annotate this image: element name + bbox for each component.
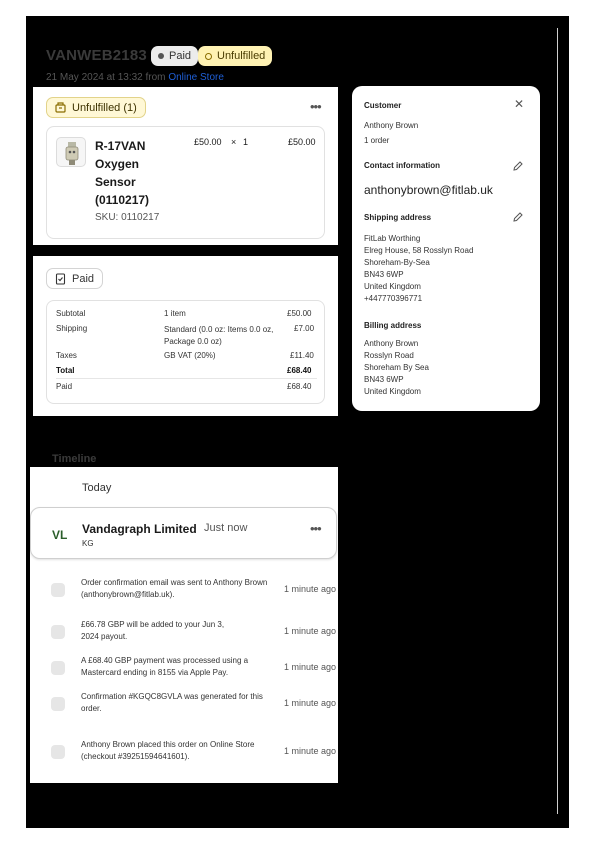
unfulfilled-tag-label: Unfulfilled (1): [72, 101, 137, 114]
timeline-date-group: Today: [82, 482, 112, 494]
subtotal-detail: 1 item: [164, 309, 186, 318]
product-sku: SKU: 0110217: [95, 212, 160, 223]
billing-heading: Billing address: [364, 321, 422, 330]
line-item: [46, 126, 325, 239]
shipping-phone: +447770396771: [364, 294, 423, 303]
taxes-detail: GB VAT (20%): [164, 351, 216, 360]
billing-line: Anthony Brown: [364, 339, 419, 348]
package-icon: [55, 102, 66, 113]
taxes-label: Taxes: [56, 351, 77, 360]
sales-channel-link[interactable]: Online Store: [168, 72, 224, 83]
paid-status-badge: [151, 46, 198, 66]
product-name-link[interactable]: R-17VAN Oxygen Sensor (0110217): [95, 139, 150, 207]
unfulfilled-tag: [46, 97, 146, 118]
customer-name-link[interactable]: Anthony Brown: [364, 121, 419, 130]
edit-contact-pencil-icon[interactable]: [512, 160, 524, 172]
total-label: Total: [56, 366, 75, 375]
customer-email-link[interactable]: anthonybrown@fitlab.uk: [364, 183, 493, 197]
paid-tag: [46, 268, 103, 289]
line-total: £50.00: [288, 137, 316, 147]
unfulfilled-ring-icon: [205, 53, 212, 60]
sensor-image: [57, 138, 87, 168]
unit-price: £50.00: [194, 137, 222, 147]
timeline-event-time: 1 minute ago: [284, 584, 337, 594]
timeline-event-time: 1 minute ago: [284, 746, 337, 756]
comment-time: Just now: [204, 522, 248, 534]
event-bullet-icon: [51, 583, 65, 597]
billing-line: United Kingdom: [364, 387, 421, 396]
shipping-detail: Standard (0.0 oz: Items 0.0 oz, Package 0.0 oz): [164, 325, 274, 346]
event-bullet-icon: [51, 745, 65, 759]
author-initials-avatar: VL: [52, 528, 68, 542]
comment-text: KG: [82, 539, 94, 548]
customer-orders-link[interactable]: 1 order: [364, 136, 390, 145]
timeline-event-time: 1 minute ago: [284, 662, 337, 672]
timeline-card: [30, 467, 338, 783]
timeline-event-text: Anthony Brown placed this order on Online Store (checkout #39251594641601).: [81, 740, 255, 761]
billing-line: BN43 6WP: [364, 375, 404, 384]
paid-amount: £68.40: [287, 382, 312, 391]
customer-heading: Customer: [364, 101, 402, 110]
subtotal-amount: £50.00: [287, 309, 312, 318]
unfulfilled-status-badge: [198, 46, 272, 66]
order-date: 21 May 2024 at 13:32 from: [46, 72, 166, 83]
order-number: VANWEB2183: [46, 47, 147, 64]
unfulfilled-status-label: Unfulfilled: [217, 50, 266, 62]
shipping-line: Shoreham-By-Sea: [364, 258, 430, 267]
comment-more-button[interactable]: •••: [310, 521, 321, 536]
close-icon[interactable]: ✕: [514, 97, 525, 111]
payment-summary: [46, 300, 325, 404]
event-bullet-icon: [51, 625, 65, 639]
shipping-line: FitLab Worthing: [364, 234, 421, 243]
order-meta: [46, 72, 224, 83]
timeline-event-text: Confirmation #KGQC8GVLA was generated for this order.: [81, 692, 263, 713]
comment-author: Vandagraph Limited: [82, 522, 197, 536]
fulfillment-more-button[interactable]: •••: [310, 99, 321, 114]
edit-shipping-pencil-icon[interactable]: [512, 211, 524, 223]
paid-label: Paid: [56, 382, 73, 391]
timeline-event-time: 1 minute ago: [284, 698, 337, 708]
paid-status-label: Paid: [169, 50, 192, 62]
scrollbar-track[interactable]: [557, 28, 558, 814]
paid-tag-label: Paid: [72, 272, 95, 285]
shipping-line: United Kingdom: [364, 282, 421, 291]
quantity: 1: [243, 137, 249, 147]
receipt-icon: [55, 273, 66, 285]
subtotal-label: Subtotal: [56, 309, 86, 318]
shipping-line: Elreg House, 58 Rosslyn Road: [364, 246, 474, 255]
contact-heading: Contact information: [364, 161, 440, 170]
timeline-event-text: Order confirmation email was sent to Anthony Brown (anthonybrown@fitlab.uk).: [81, 578, 268, 599]
customer-card: [352, 86, 540, 411]
timeline-heading: Timeline: [52, 453, 97, 465]
timeline-event-text: A £68.40 GBP payment was processed using a Mastercard ending in 8155 via Apple Pay.: [81, 656, 249, 677]
summary-divider: [56, 378, 317, 379]
timeline-event-time: 1 minute ago: [284, 626, 337, 636]
shipping-amount: £7.00: [294, 324, 315, 333]
shipping-label: Shipping: [56, 324, 88, 333]
product-thumbnail[interactable]: [56, 137, 86, 167]
total-amount: £68.40: [287, 366, 312, 375]
billing-line: Rosslyn Road: [364, 351, 414, 360]
shipping-line: BN43 6WP: [364, 270, 404, 279]
times-sign: ×: [231, 137, 237, 147]
fulfillment-card: [33, 87, 338, 245]
event-bullet-icon: [51, 661, 65, 675]
billing-line: Shoreham By Sea: [364, 363, 429, 372]
event-bullet-icon: [51, 697, 65, 711]
timeline-event-text: £66.78 GBP will be added to your Jun 3, 2024 payout.: [81, 620, 225, 641]
payment-card: [33, 256, 338, 416]
taxes-amount: £11.40: [290, 351, 314, 360]
timeline-comment: [30, 507, 337, 559]
paid-dot-icon: [158, 53, 164, 59]
shipping-heading: Shipping address: [364, 213, 432, 222]
